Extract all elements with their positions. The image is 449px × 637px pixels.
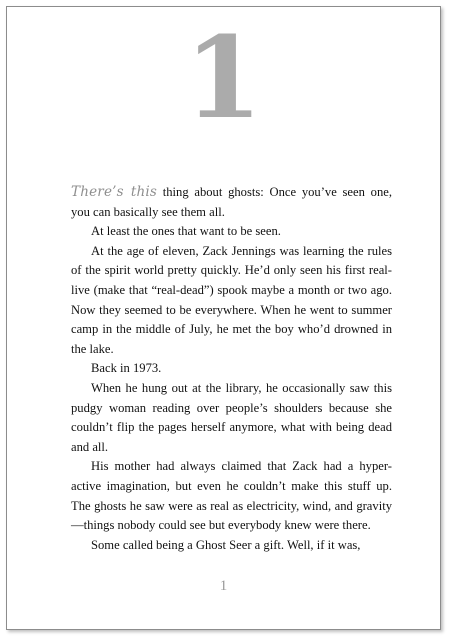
- paragraph: Some called being a Ghost Seer a gift. Well, if it was,: [91, 537, 361, 552]
- paragraph: At the age of eleven, Zack Jennings was learning the rules of the spirit world pretty quickly. He’d only seen his first real-live (make that “real-dead”) spook maybe a month or two ago. Now they seemed to be everywhere. When he went to summer camp in the middle of July, he met the boy who’d drowned in the lake.: [71, 243, 392, 356]
- paragraph: His mother had always claimed that Zack had a hyper-active imagination, but even he couldn’t make this stuff up. The ghosts he saw were as real as electricity, wind, and gravity—things nobody could see but everybody knew were there.: [71, 459, 392, 533]
- body-text: [71, 183, 392, 555]
- chapter-number: 1: [184, 13, 263, 144]
- paragraph-text: thing about ghosts: Once you’ve seen one, you can basically see them all.: [71, 185, 392, 219]
- page-frame: [6, 6, 441, 630]
- paragraph: Back in 1973.: [91, 361, 162, 376]
- lead-in: There’s this: [71, 184, 157, 200]
- paragraph: [71, 183, 392, 222]
- page-number: 1: [219, 578, 228, 594]
- paragraph: When he hung out at the library, he occasionally saw this pudgy woman reading over people’s shoulders because she couldn’t flip the pages herself anymore, what with being dead and all.: [71, 380, 392, 454]
- paragraph: At least the ones that want to be seen.: [91, 224, 281, 239]
